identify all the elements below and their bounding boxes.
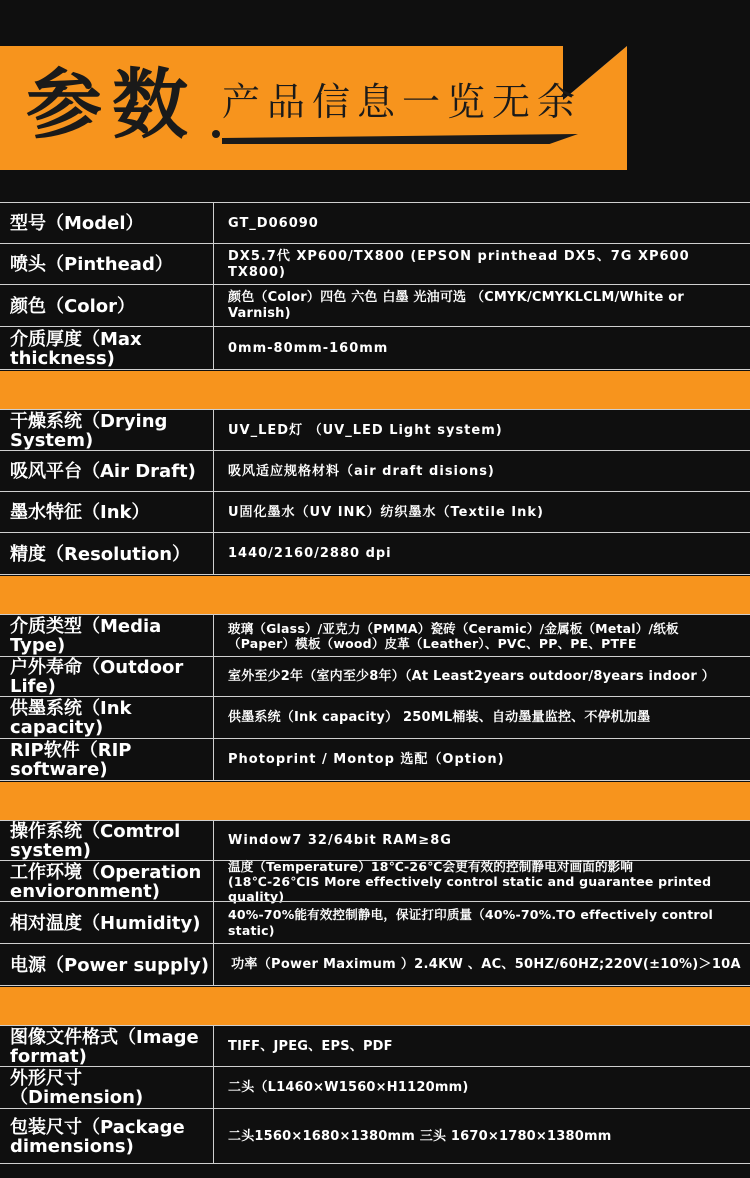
spec-value: 40%-70%能有效控制静电，保证打印质量（40%-70%.TO effectively control static) bbox=[228, 907, 714, 938]
spec-label: 电源（Power supply) bbox=[0, 944, 214, 986]
spec-row-power-supply bbox=[0, 943, 750, 986]
spec-value: 0mm-80mm-160mm bbox=[228, 340, 389, 356]
spec-value: 供墨系统（Ink capacity） 250ML桶装、自动墨量监控、不停机加墨 bbox=[228, 710, 651, 725]
spec-row-model bbox=[0, 202, 750, 244]
spec-value: 室外至少2年（室内至少8年）（At Least2years outdoor/8years indoor ） bbox=[228, 669, 715, 684]
row-divider bbox=[0, 1163, 750, 1164]
spec-value: Window7 32/64bit RAM≥8G bbox=[228, 833, 452, 848]
spec-row-ink-capacity bbox=[0, 696, 750, 739]
spec-value: 二头1560×1680×1380mm 三头 1670×1780×1380mm bbox=[228, 1128, 612, 1144]
spec-label: 图像文件格式（Image format) bbox=[0, 1026, 214, 1067]
spec-label: 介质厚度（Max thickness) bbox=[0, 327, 214, 370]
spec-value: 1440/2160/2880 dpi bbox=[228, 546, 392, 561]
spec-label: 相对温度（Humidity) bbox=[0, 902, 214, 944]
spec-row-image-format bbox=[0, 1025, 750, 1067]
title-dot bbox=[212, 130, 220, 138]
spec-row-humidity bbox=[0, 901, 750, 944]
spec-label: 工作环境（Operation envioronment) bbox=[0, 861, 214, 902]
spec-row-control-system bbox=[0, 820, 750, 861]
section-divider-bar bbox=[0, 371, 750, 409]
section-divider-bar bbox=[0, 782, 750, 820]
spec-label: 墨水特征（Ink） bbox=[0, 492, 214, 533]
spec-value: 温度（Temperature）18℃-26℃会更有效的控制静电对画面的影响 (18℃-26℃IS More effectively control static and guarantee printed quality) bbox=[228, 859, 712, 904]
spec-row-resolution bbox=[0, 532, 750, 575]
spec-label: RIP软件（RIP software) bbox=[0, 739, 214, 781]
spec-row-operation-environment bbox=[0, 860, 750, 902]
section-divider-bar bbox=[0, 987, 750, 1025]
spec-label: 吸风平台（Air Draft) bbox=[0, 451, 214, 492]
spec-value: 玻璃（Glass）/亚克力（PMMA）瓷砖（Ceramic）/金属板（Metal）/纸板 （Paper）模板（wood）皮革（Leather）、PVC、PP、PE、PTFE bbox=[228, 621, 679, 651]
spec-label: 介质类型（Media Type) bbox=[0, 615, 214, 657]
spec-row-air-draft bbox=[0, 450, 750, 492]
subtitle: 产品信息一览无余 bbox=[222, 80, 583, 124]
spec-value: 颜色（Color）四色 六色 白墨 光油可选 （CMYK/CMYKLCLM/White or Varnish) bbox=[228, 290, 684, 321]
row-divider bbox=[0, 780, 750, 781]
spec-row-rip-software bbox=[0, 738, 750, 781]
section-divider-bar bbox=[0, 576, 750, 614]
spec-label: 精度（Resolution） bbox=[0, 533, 214, 575]
spec-label: 喷头（Pinthead） bbox=[0, 244, 214, 285]
spec-row-printhead bbox=[0, 243, 750, 285]
spec-row-dimension bbox=[0, 1066, 750, 1109]
spec-label: 户外寿命（Outdoor Life) bbox=[0, 657, 214, 697]
spec-value: U固化墨水（UV INK）纺织墨水（Textile Ink) bbox=[228, 504, 544, 520]
spec-label: 包装尺寸（Package dimensions) bbox=[0, 1109, 214, 1164]
spec-value: TIFF、JPEG、EPS、PDF bbox=[228, 1038, 393, 1054]
spec-label: 型号（Model） bbox=[0, 203, 214, 244]
spec-row-package-dimensions bbox=[0, 1108, 750, 1164]
spec-label: 外形尺寸（Dimension) bbox=[0, 1067, 214, 1109]
spec-label: 干燥系统（Drying System) bbox=[0, 410, 214, 451]
spec-row-media-type bbox=[0, 614, 750, 657]
spec-value: 功率（Power Maximum ）2.4KW 、AC、50HZ/60HZ;220V(±10%)＞10A bbox=[231, 957, 741, 972]
spec-value: DX5.7代 XP600/TX800 (EPSON printhead DX5、7G XP600 TX800) bbox=[228, 248, 690, 280]
row-divider bbox=[0, 985, 750, 986]
spec-value: GT_D06090 bbox=[228, 215, 319, 231]
spec-value: Photoprint / Montop 选配（Option) bbox=[228, 752, 505, 767]
spec-label: 颜色（Color） bbox=[0, 285, 214, 327]
spec-label: 操作系统（Comtrol system) bbox=[0, 821, 214, 861]
spec-label: 供墨系统（Ink capacity) bbox=[0, 697, 214, 739]
spec-row-drying bbox=[0, 409, 750, 451]
spec-row-outdoor-life bbox=[0, 656, 750, 697]
row-divider bbox=[0, 369, 750, 370]
spec-row-thickness bbox=[0, 326, 750, 370]
spec-value: 吸风适应规格材料（air draft disions) bbox=[228, 463, 495, 479]
spec-value: UV_LED灯 （UV_LED Light system) bbox=[228, 422, 503, 438]
spec-row-ink bbox=[0, 491, 750, 533]
row-divider bbox=[0, 574, 750, 575]
main-title: 参数 bbox=[26, 60, 198, 149]
spec-value: 二头（L1460×W1560×H1120mm) bbox=[228, 1080, 469, 1095]
spec-row-color bbox=[0, 284, 750, 327]
